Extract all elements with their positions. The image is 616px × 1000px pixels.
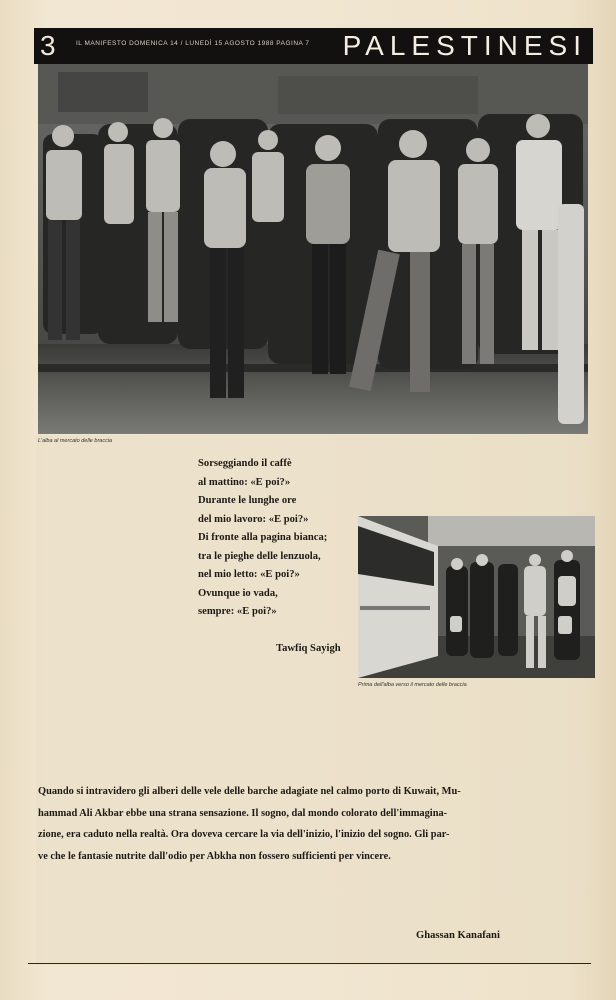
prose-excerpt [38,781,558,867]
poem [198,455,358,622]
bus-photo-illustration [358,516,595,678]
prose-line: hammad Ali Akbar ebbe una strana sensazione. Il sogno, dal mondo colorato dell'immagina- [38,807,448,819]
poem-line: Ovunque io vada, [198,587,278,599]
prose-author: Ghassan Kanafani [416,930,500,941]
poem-line: sempre: «E poi?» [198,606,277,617]
page-number: 3 [40,30,56,61]
poem-line: al mattino: «E poi?» [198,476,291,488]
poem-line: tra le pieghe delle lenzuola, [198,550,321,562]
poem-author: Tawfiq Sayigh [276,643,341,654]
small-photo-caption: Prima dell'alba verso il mercato delle braccia [358,682,467,688]
prose-line: Quando si intravidero gli alberi delle vele delle barche adagiate nel calmo porto di Kuwait, Mu- [38,786,461,797]
masthead-line: IL MANIFESTO DOMENICA 14 / LUNEDÌ 15 AGOSTO 1988 PAGINA 7 [76,40,310,47]
poem-line: del mio lavoro: «E poi?» [198,513,309,525]
poem-line: nel mio letto: «E poi?» [198,569,300,580]
poem-line: Durante le lunghe ore [198,495,297,506]
poem-line: Di fronte alla pagina bianca; [198,532,328,543]
prose-line: zione, era caduto nella realtà. Ora doveva cercare la via dell'inizio, l'inizio del sogno. Gli par- [38,829,450,840]
small-photo [358,516,595,678]
main-photo-caption: L'alba al mercato delle braccia [38,438,113,444]
prose-line: ve che le fantasie nutrite dall'odio per Abkha non fossero sufficienti per vincere. [38,850,391,862]
main-photo [38,64,588,434]
section-title: PALESTINESI [342,30,587,61]
page-header [34,28,593,64]
crowd-photo-illustration [38,64,588,434]
poem-line: Sorseggiando il caffè [198,458,292,469]
bottom-divider [28,963,591,964]
